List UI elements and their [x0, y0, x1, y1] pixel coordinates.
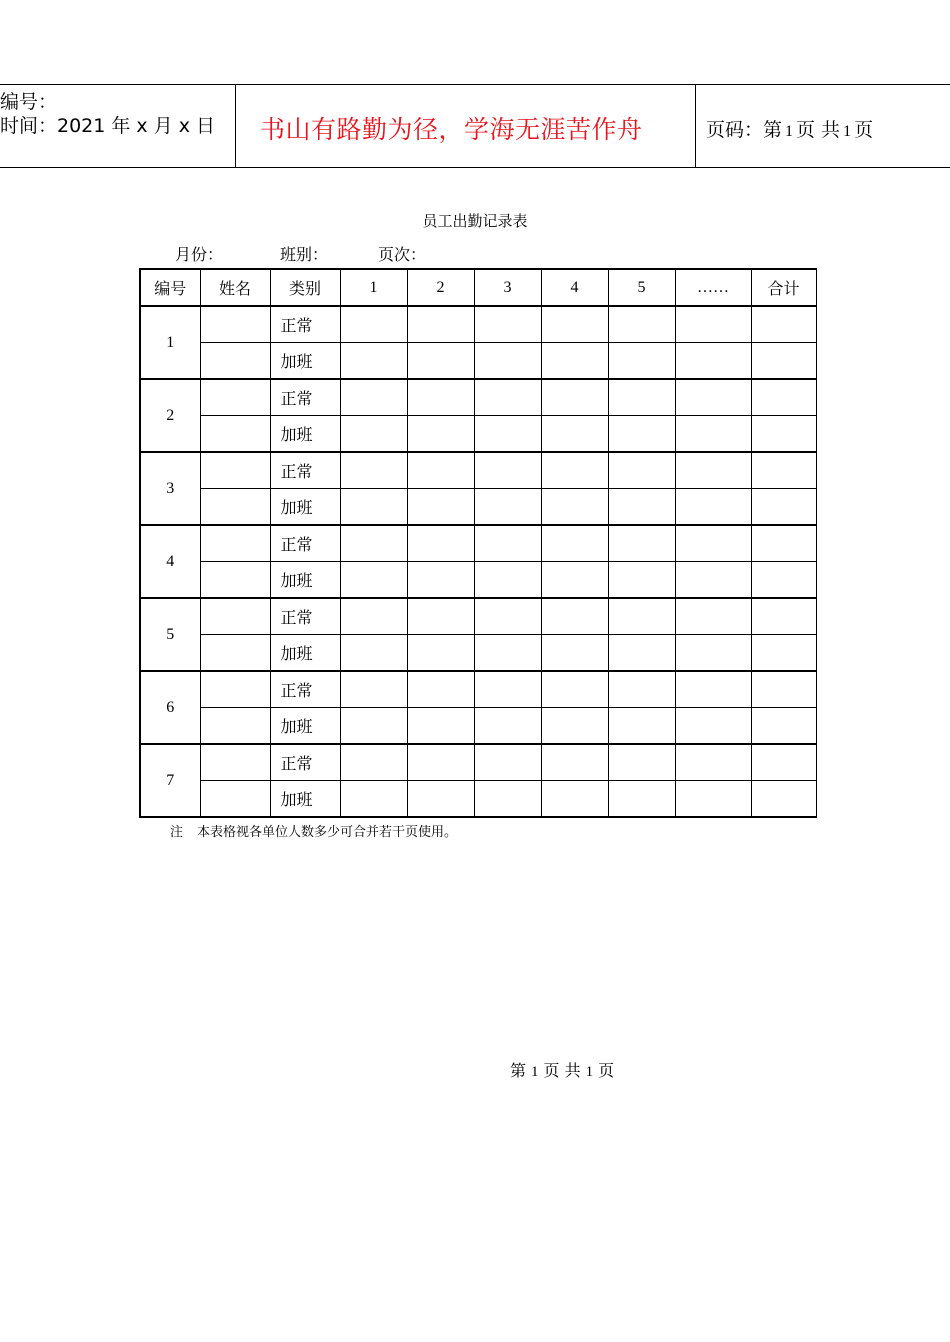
- code-label: 编号：: [0, 91, 58, 113]
- name-cell[interactable]: [200, 598, 270, 635]
- day-cell[interactable]: [340, 525, 407, 562]
- page-mid: 页 共: [796, 119, 841, 141]
- category-cell: 加班: [270, 708, 340, 745]
- day-cell[interactable]: [340, 452, 407, 489]
- day-cell[interactable]: [407, 343, 474, 380]
- day-cell[interactable]: [407, 379, 474, 416]
- day-cell[interactable]: [541, 708, 608, 745]
- category-cell: 正常: [270, 744, 340, 781]
- month-label: 月份：: [175, 245, 224, 264]
- day-cell[interactable]: [340, 598, 407, 635]
- total-cell[interactable]: [751, 525, 816, 562]
- header-page-cell: [696, 85, 950, 167]
- day-cell[interactable]: [340, 306, 407, 343]
- name-cell[interactable]: [200, 525, 270, 562]
- name-cell[interactable]: [200, 416, 270, 453]
- day-cell[interactable]: [340, 708, 407, 745]
- table-row: [140, 416, 816, 453]
- page-footer: [510, 1058, 614, 1081]
- day-cell[interactable]: [675, 306, 751, 343]
- name-cell[interactable]: [200, 379, 270, 416]
- day-cell[interactable]: [541, 306, 608, 343]
- day-cell[interactable]: [541, 379, 608, 416]
- header-cell: 3: [474, 269, 541, 306]
- day-cell[interactable]: [541, 744, 608, 781]
- day-cell[interactable]: [407, 744, 474, 781]
- day-cell[interactable]: [474, 708, 541, 745]
- day-cell[interactable]: [407, 708, 474, 745]
- day-cell[interactable]: [608, 708, 675, 745]
- employee-id-cell: 6: [140, 671, 200, 744]
- table-row: [140, 708, 816, 745]
- day-cell[interactable]: [675, 635, 751, 672]
- day-cell[interactable]: [340, 343, 407, 380]
- table-row: [140, 744, 816, 781]
- footer-current: 1: [531, 1064, 539, 1080]
- day-cell[interactable]: [474, 671, 541, 708]
- day-cell[interactable]: [675, 379, 751, 416]
- day-cell[interactable]: [608, 598, 675, 635]
- name-cell[interactable]: [200, 489, 270, 526]
- page-no-label: 页次：: [378, 245, 427, 264]
- table-row: [140, 671, 816, 708]
- day-cell[interactable]: [608, 489, 675, 526]
- employee-id-cell: 5: [140, 598, 200, 671]
- header-page-number: [706, 115, 873, 142]
- day-cell[interactable]: [541, 489, 608, 526]
- total-cell[interactable]: [751, 671, 816, 708]
- page-suffix: 页: [854, 119, 874, 141]
- day-cell[interactable]: [474, 379, 541, 416]
- day-cell[interactable]: [541, 598, 608, 635]
- day-cell[interactable]: [675, 452, 751, 489]
- day-cell[interactable]: [340, 379, 407, 416]
- day-cell[interactable]: [675, 781, 751, 818]
- total-cell[interactable]: [751, 306, 816, 343]
- total-cell[interactable]: [751, 562, 816, 599]
- day-cell[interactable]: [541, 781, 608, 818]
- note-text: 本表格视各单位人数多少可合并若干页使用。: [197, 825, 458, 840]
- day-cell[interactable]: [474, 306, 541, 343]
- footer-total: 1: [585, 1064, 594, 1080]
- day-cell[interactable]: [474, 562, 541, 599]
- header-cell: 编号: [140, 269, 200, 306]
- shift-label: 班别：: [280, 245, 329, 264]
- day-cell[interactable]: [340, 744, 407, 781]
- total-cell[interactable]: [751, 708, 816, 745]
- employee-id-cell: 2: [140, 379, 200, 452]
- name-cell[interactable]: [200, 781, 270, 818]
- day-cell[interactable]: [474, 452, 541, 489]
- day-cell[interactable]: [541, 525, 608, 562]
- day-cell[interactable]: [541, 671, 608, 708]
- day-cell[interactable]: [541, 452, 608, 489]
- total-cell[interactable]: [751, 781, 816, 818]
- day-cell[interactable]: [474, 744, 541, 781]
- header-cell: 5: [608, 269, 675, 306]
- name-cell[interactable]: [200, 343, 270, 380]
- category-cell: 正常: [270, 452, 340, 489]
- category-cell: 正常: [270, 525, 340, 562]
- total-cell[interactable]: [751, 489, 816, 526]
- table-row: [140, 306, 816, 343]
- day-cell[interactable]: [541, 562, 608, 599]
- day-cell[interactable]: [407, 671, 474, 708]
- day-cell[interactable]: [407, 416, 474, 453]
- header-cell: 2: [407, 269, 474, 306]
- name-cell[interactable]: [200, 671, 270, 708]
- table-row: [140, 379, 816, 416]
- day-cell[interactable]: [407, 452, 474, 489]
- day-cell[interactable]: [407, 781, 474, 818]
- category-cell: 加班: [270, 562, 340, 599]
- day-cell[interactable]: [340, 781, 407, 818]
- day-cell[interactable]: [340, 562, 407, 599]
- day-cell[interactable]: [675, 416, 751, 453]
- employee-id-cell: 1: [140, 306, 200, 379]
- category-cell: 加班: [270, 489, 340, 526]
- name-cell[interactable]: [200, 635, 270, 672]
- category-cell: 正常: [270, 671, 340, 708]
- footer-prefix: 第: [510, 1061, 527, 1080]
- day-cell[interactable]: [675, 708, 751, 745]
- day-cell[interactable]: [608, 781, 675, 818]
- table-row: [140, 635, 816, 672]
- total-cell[interactable]: [751, 635, 816, 672]
- category-cell: 加班: [270, 416, 340, 453]
- name-cell[interactable]: [200, 562, 270, 599]
- page-prefix: 页码：第: [706, 119, 783, 141]
- day-cell[interactable]: [541, 343, 608, 380]
- total-cell[interactable]: [751, 379, 816, 416]
- day-cell[interactable]: [608, 452, 675, 489]
- header-motto-cell: [236, 85, 696, 167]
- total-cell[interactable]: [751, 416, 816, 453]
- name-cell[interactable]: [200, 306, 270, 343]
- footer-suffix: 页: [598, 1061, 615, 1080]
- total-cell[interactable]: [751, 343, 816, 380]
- total-cell[interactable]: [751, 744, 816, 781]
- table-row: [140, 489, 816, 526]
- day-cell[interactable]: [407, 635, 474, 672]
- day-cell[interactable]: [675, 598, 751, 635]
- category-cell: 正常: [270, 379, 340, 416]
- category-cell: 加班: [270, 781, 340, 818]
- day-cell[interactable]: [340, 671, 407, 708]
- day-cell[interactable]: [407, 598, 474, 635]
- header-cell: 4: [541, 269, 608, 306]
- form-title: 员工出勤记录表: [422, 212, 528, 230]
- footer-mid: 页 共: [543, 1061, 581, 1080]
- category-cell: 加班: [270, 343, 340, 380]
- table-row: [140, 343, 816, 380]
- header-cell: ……: [675, 269, 751, 306]
- document-header: [0, 84, 950, 168]
- employee-id-cell: 7: [140, 744, 200, 817]
- day-cell[interactable]: [608, 671, 675, 708]
- header-info-cell: [0, 85, 236, 167]
- day-cell[interactable]: [474, 525, 541, 562]
- day-cell[interactable]: [608, 416, 675, 453]
- table-row: [140, 781, 816, 818]
- day-cell[interactable]: [675, 744, 751, 781]
- page-total: 1: [843, 123, 852, 140]
- table-note: [170, 821, 457, 840]
- table-row: [140, 452, 816, 489]
- day-cell[interactable]: [474, 489, 541, 526]
- day-cell[interactable]: [340, 635, 407, 672]
- header-cell: 1: [340, 269, 407, 306]
- day-cell[interactable]: [608, 562, 675, 599]
- day-cell[interactable]: [407, 489, 474, 526]
- day-cell[interactable]: [474, 343, 541, 380]
- day-cell[interactable]: [675, 562, 751, 599]
- day-cell[interactable]: [675, 671, 751, 708]
- day-cell[interactable]: [608, 343, 675, 380]
- day-cell[interactable]: [608, 744, 675, 781]
- category-cell: 正常: [270, 598, 340, 635]
- employee-id-cell: 4: [140, 525, 200, 598]
- day-cell[interactable]: [541, 416, 608, 453]
- day-cell[interactable]: [675, 489, 751, 526]
- day-cell[interactable]: [340, 416, 407, 453]
- table-row: [140, 525, 816, 562]
- attendance-table: [139, 268, 817, 818]
- name-cell[interactable]: [200, 708, 270, 745]
- day-cell[interactable]: [541, 635, 608, 672]
- category-cell: 正常: [270, 306, 340, 343]
- day-cell[interactable]: [608, 635, 675, 672]
- employee-id-cell: 3: [140, 452, 200, 525]
- note-key: 注: [170, 825, 184, 840]
- name-cell[interactable]: [200, 744, 270, 781]
- category-cell: 加班: [270, 635, 340, 672]
- name-cell[interactable]: [200, 452, 270, 489]
- day-cell[interactable]: [474, 416, 541, 453]
- day-cell[interactable]: [474, 635, 541, 672]
- page-current: 1: [785, 123, 794, 140]
- header-cell: 合计: [751, 269, 816, 306]
- day-cell[interactable]: [340, 489, 407, 526]
- day-cell[interactable]: [675, 525, 751, 562]
- day-cell[interactable]: [608, 379, 675, 416]
- day-cell[interactable]: [474, 598, 541, 635]
- day-cell[interactable]: [474, 781, 541, 818]
- day-cell[interactable]: [407, 306, 474, 343]
- table-row: [140, 562, 816, 599]
- header-cell: 类别: [270, 269, 340, 306]
- day-cell[interactable]: [675, 343, 751, 380]
- total-cell[interactable]: [751, 598, 816, 635]
- day-cell[interactable]: [407, 525, 474, 562]
- table-header-row: [140, 269, 816, 306]
- day-cell[interactable]: [608, 525, 675, 562]
- day-cell[interactable]: [608, 306, 675, 343]
- header-cell: 姓名: [200, 269, 270, 306]
- day-cell[interactable]: [407, 562, 474, 599]
- motto-text: 书山有路勤为径，学海无涯苦作舟: [260, 115, 643, 144]
- total-cell[interactable]: [751, 452, 816, 489]
- table-row: [140, 598, 816, 635]
- time-label: 时间：2021 年 x 月 x 日: [0, 115, 216, 137]
